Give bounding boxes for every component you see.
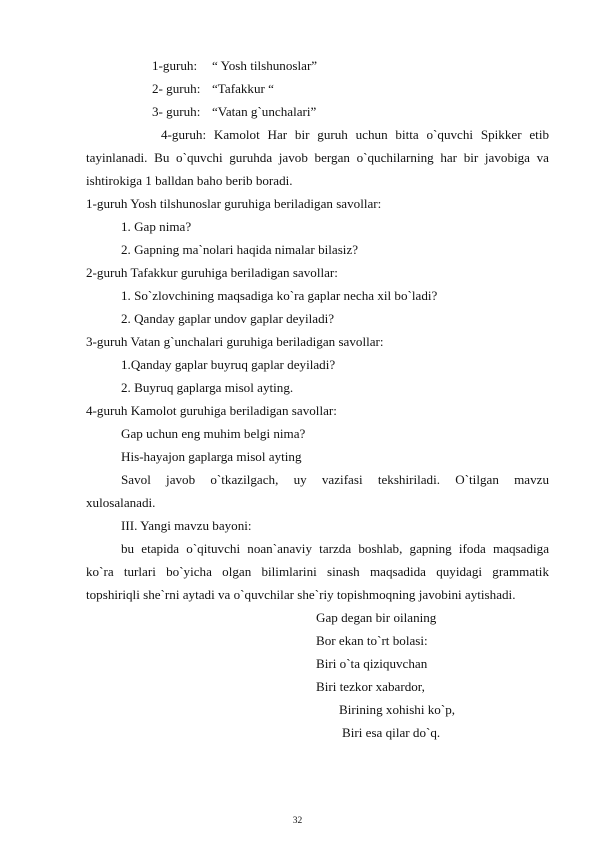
poem-line: Bor ekan to`rt bolasi: <box>316 633 428 648</box>
question: Gap uchun eng muhim belgi nima? <box>121 426 306 441</box>
question: 1. So`zlovchining maqsadiga ko`ra gaplar necha xil bo`ladi? <box>121 288 438 303</box>
paragraph-line: bu etapida o`qituvchi noan`anaviy tarzda boshlab, gapning ifoda maqsadiga <box>121 541 549 556</box>
question: 2. Buyruq gaplarga misol ayting. <box>121 380 294 395</box>
paragraph-line: 4-guruh: Kamolot Har bir guruh uchun bitta o`quvchi Spikker etib <box>161 127 549 142</box>
question: His-hayajon gaplarga misol ayting <box>121 449 302 464</box>
group-name: “Vatan g`unchalari” <box>212 104 317 119</box>
question: 1. Gap nima? <box>121 219 192 234</box>
paragraph-line: ko`ra turlari bo`yicha olgan bilimlarini sinash maqsadida quyidagi grammatik <box>86 564 549 579</box>
question: 2. Qanday gaplar undov gaplar deyiladi? <box>121 311 335 326</box>
poem-line: Biri esa qilar do`q. <box>342 725 441 740</box>
section-heading: 2-guruh Tafakkur guruhiga beriladigan savollar: <box>86 265 338 280</box>
poem-line: Biri o`ta qiziquvchan <box>316 656 428 671</box>
paragraph-line: topshiriqli she`rni aytadi va o`quvchilar she`riy topishmoqning javobini aytishadi. <box>86 587 516 602</box>
section-heading: 1-guruh Yosh tilshunoslar guruhiga beriladigan savollar: <box>86 196 382 211</box>
section-heading: 3-guruh Vatan g`unchalari guruhiga beriladigan savollar: <box>86 334 384 349</box>
question: 2. Gapning ma`nolari haqida nimalar bilasiz? <box>121 242 359 257</box>
page-number: 32 <box>292 816 303 826</box>
poem-line: Gap degan bir oilaning <box>316 610 437 625</box>
poem-line: Biri tezkor xabardor, <box>316 679 425 694</box>
group-name: “ Yosh tilshunoslar” <box>212 58 318 73</box>
section-heading: III. Yangi mavzu bayoni: <box>121 518 252 533</box>
group-number: 3- guruh: <box>152 104 201 119</box>
paragraph-line: tayinlanadi. Bu o`quvchi guruhda javob bergan o`quchilarning har bir javobiga va <box>86 150 549 165</box>
group-name: “Tafakkur “ <box>212 81 274 96</box>
paragraph-line: xulosalanadi. <box>86 495 156 510</box>
paragraph-line: Savol javob o`tkazilgach, uy vazifasi tekshiriladi. O`tilgan mavzu <box>121 472 549 487</box>
group-number: 2- guruh: <box>152 81 201 96</box>
question: 1.Qanday gaplar buyruq gaplar deyiladi? <box>121 357 336 372</box>
poem-line: Birining xohishi ko`p, <box>339 702 456 717</box>
group-number: 1-guruh: <box>152 58 198 73</box>
paragraph-line: ishtirokiga 1 balldan baho berib boradi. <box>86 173 293 188</box>
section-heading: 4-guruh Kamolot guruhiga beriladigan savollar: <box>86 403 337 418</box>
